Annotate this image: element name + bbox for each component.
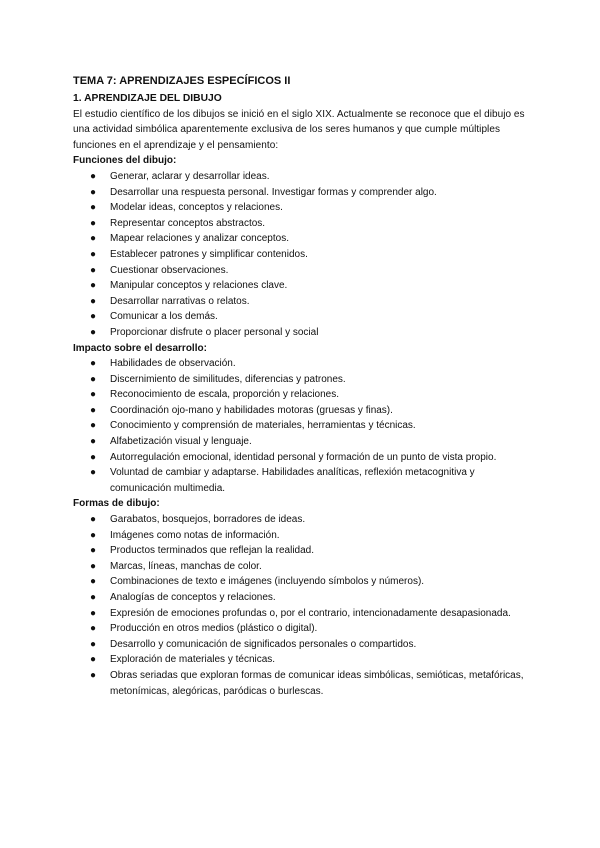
list-item-text: Voluntad de cambiar y adaptarse. Habilidades analíticas, reflexión metacognitiva y comunicación multimedia. [110,467,475,494]
list-item [73,621,533,637]
bullet-icon: ● [90,623,97,635]
list-item-text: Proporcionar disfrute o placer personal y social [110,326,319,338]
list-item [73,247,533,263]
list-item [73,434,533,450]
section-title: 1. APRENDIZAJE DEL DIBUJO [73,93,222,104]
bullet-list [73,512,533,699]
list-item-text: Producción en otros medios (plástico o digital). [110,623,318,635]
list-item [73,652,533,668]
bullet-icon: ● [90,404,97,416]
list-item-text: Obras seriadas que exploran formas de comunicar ideas simbólicas, semióticas, metafóricas, metonímicas, alegóricas, paródicas o burlescas. [110,669,524,697]
list-item-text: Combinaciones de texto e imágenes (incluyendo símbolos y números). [110,576,425,588]
bullet-icon: ● [90,560,97,572]
list-item-text: Establecer patrones y simplificar contenidos. [110,248,308,260]
group-heading: Impacto sobre el desarrollo: [73,342,207,354]
bullet-icon: ● [90,264,97,276]
list-item [73,294,533,310]
bullet-icon: ● [90,514,97,526]
list-item [73,637,533,653]
list-item [73,185,533,201]
list-item-text: Analogías de conceptos y relaciones. [110,592,276,603]
bullet-icon: ● [90,607,97,619]
list-item-text: Reconocimiento de escala, proporción y relaciones. [110,389,340,401]
list-item [73,278,533,294]
list-item [73,559,533,575]
list-item-text: Alfabetización visual y lenguaje. [110,436,252,448]
bullet-icon: ● [90,248,97,260]
list-item [73,590,533,606]
bullet-icon: ● [90,654,97,666]
bullet-icon: ● [90,233,97,245]
list-item-text: Manipular conceptos y relaciones clave. [110,280,288,292]
list-item [73,325,533,341]
bullet-icon: ● [90,358,97,370]
list-item-text: Modelar ideas, conceptos y relaciones. [110,202,283,214]
list-item [73,263,533,279]
bullet-list [73,169,533,341]
list-item-text: Desarrollo y comunicación de significados personales o compartidos. [110,638,417,650]
list-item-text: Mapear relaciones y analizar conceptos. [110,233,289,245]
list-item-text: Habilidades de observación. [110,358,236,370]
bullet-icon: ● [90,420,97,432]
list-item [73,356,533,372]
list-item-text: Desarrollar narrativas o relatos. [110,295,250,307]
bullet-list [73,356,533,496]
list-item-text: Representar conceptos abstractos. [110,217,266,229]
bullet-icon: ● [90,170,97,182]
bullet-icon: ● [90,186,97,198]
list-item [73,169,533,185]
document-page [73,73,533,699]
list-item-text: Desarrollar una respuesta personal. Investigar formas y comprender algo. [110,186,437,198]
bullet-icon: ● [90,280,97,292]
bullet-icon: ● [90,592,97,603]
list-item-text: Exploración de materiales y técnicas. [110,654,276,666]
list-item [73,418,533,434]
list-item [73,606,533,622]
bullet-icon: ● [90,545,97,557]
list-item [73,543,533,559]
bullet-icon: ● [90,638,97,650]
bullet-icon: ● [90,311,97,323]
bullet-icon: ● [90,295,97,307]
list-item [73,574,533,590]
list-item-text: Conocimiento y comprensión de materiales, herramientas y técnicas. [110,420,416,432]
list-item [73,231,533,247]
list-item-text: Expresión de emociones profundas o, por el contrario, intencionadamente desapasionada. [110,607,511,619]
bullet-icon: ● [90,436,97,448]
content-groups [73,153,533,699]
bullet-icon: ● [90,669,97,681]
list-item-text: Productos terminados que reflejan la realidad. [110,545,315,557]
document-title: TEMA 7: APRENDIZAJES ESPECÍFICOS II [73,75,291,87]
bullet-icon: ● [90,576,97,588]
list-item [73,387,533,403]
group-heading: Funciones del dibujo: [73,155,177,167]
list-item-text: Garabatos, bosquejos, borradores de ideas. [110,514,306,526]
list-item [73,200,533,216]
group-heading: Formas de dibujo: [73,498,160,510]
list-item [73,216,533,232]
bullet-icon: ● [90,467,97,479]
list-item [73,465,533,496]
list-item-text: Autorregulación emocional, identidad personal y formación de un punto de vista propio. [110,451,497,463]
list-item [73,450,533,466]
list-item [73,372,533,388]
list-item-text: Discernimiento de similitudes, diferencias y patrones. [110,373,346,385]
list-item [73,403,533,419]
list-item-text: Comunicar a los demás. [110,311,218,323]
intro-paragraph: El estudio científico de los dibujos se inició en el siglo XIX. Actualmente se reconoce que el dibujo es una actividad simbólica aparentemente exclusiva de los seres humanos y que cumple múltiples funciones en el aprendizaje y el pensamiento: [73,108,525,151]
list-item-text: Coordinación ojo-mano y habilidades motoras (gruesas y finas). [110,404,393,416]
list-item-text: Marcas, líneas, manchas de color. [110,560,262,572]
bullet-icon: ● [90,451,97,463]
list-item [73,309,533,325]
list-item-text: Imágenes como notas de información. [110,529,280,541]
list-item [73,668,533,699]
bullet-icon: ● [90,373,97,385]
bullet-icon: ● [90,326,97,338]
list-item [73,528,533,544]
list-item-text: Cuestionar observaciones. [110,264,229,276]
bullet-icon: ● [90,529,97,541]
bullet-icon: ● [90,389,97,401]
bullet-icon: ● [90,217,97,229]
bullet-icon: ● [90,202,97,214]
list-item-text: Generar, aclarar y desarrollar ideas. [110,170,270,182]
list-item [73,512,533,528]
